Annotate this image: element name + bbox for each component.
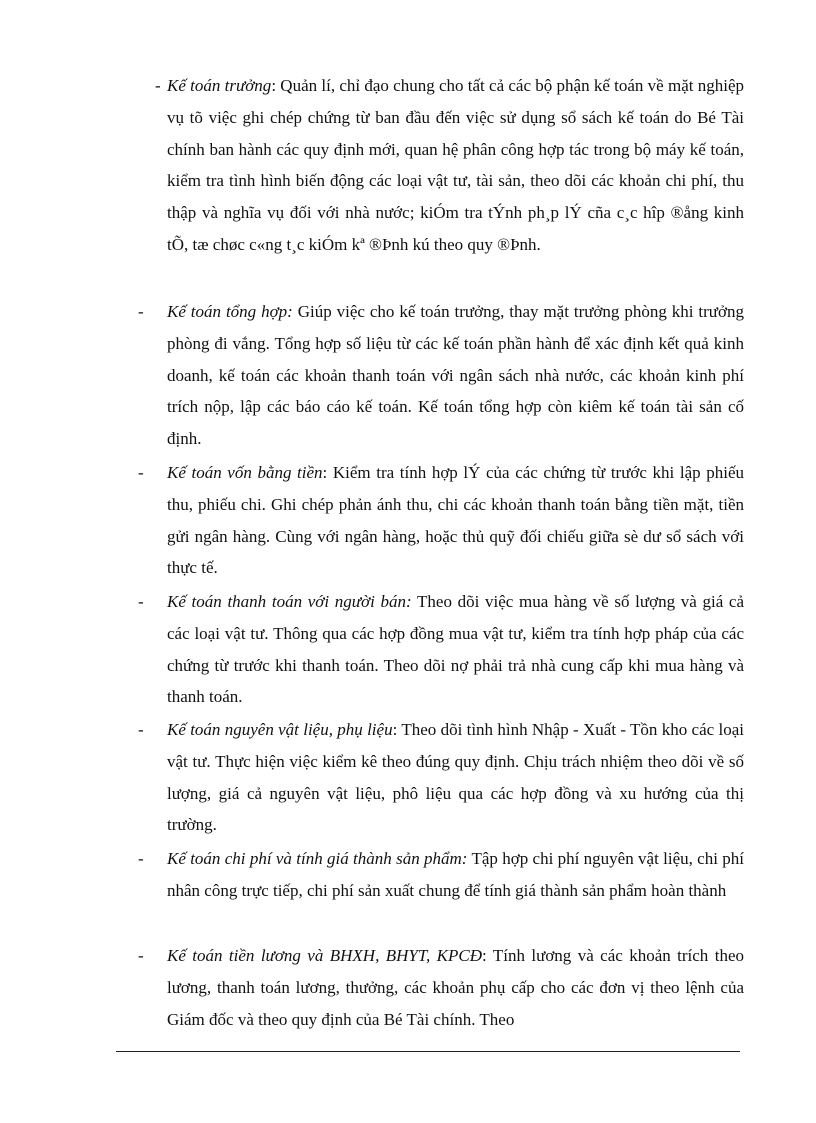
list-bullet: - xyxy=(138,849,144,868)
list-item-term: Kế toán tiền lương và BHXH, BHYT, KPCĐ xyxy=(167,946,483,965)
list-item-ke-toan-chi-phi xyxy=(138,843,744,907)
list-item-ke-toan-von-bang-tien xyxy=(138,457,744,584)
list-item-body: Theo dõi việc mua hàng về số lượng và giá cả các loại vật tư. Thông qua các hợp đồng mua vật tư, kiểm tra tính hợp pháp của các chứng từ trước khi thanh toán. Theo dõi nợ phải trả nhà cung cấp khi mua hàng và thanh toán. xyxy=(167,592,745,707)
list-item-term: Kế toán tổng hợp: xyxy=(167,302,293,321)
list-item-separator: : xyxy=(482,946,487,965)
list-item-term: Kế toán thanh toán với người bán: xyxy=(167,592,412,611)
list-item-term: Kế toán chi phí và tính giá thành sản phẩm: xyxy=(167,849,468,868)
list-item-ke-toan-thanh-toan xyxy=(138,586,744,713)
list-item-text xyxy=(167,714,744,841)
list-item-body: Tập hợp chi phí nguyên vật liệu, chi phí nhân công trực tiếp, chi phí sản xuất chung để tính giá thành sản phẩm hoàn thành xyxy=(167,849,744,900)
footer-divider xyxy=(116,1051,740,1052)
list-item-body: Kiểm tra tính hợp lÝ của các chứng từ trước khi lập phiếu thu, phiếu chi. Ghi chép phản ánh thu, chi các khoản thanh toán bằng tiền mặt, tiền gửi ngân hàng. Cùng với ngân hàng, hoặc thủ quỹ đối chiếu giữa sè dư sổ sách với thực tế. xyxy=(167,463,744,578)
list-item-text xyxy=(167,457,744,584)
list-item-body: Quản lí, chỉ đạo chung cho tất cả các bộ phận kế toán về mặt nghiệp vụ tõ việc ghi chép chứng từ ban đầu đến việc sử dụng sổ sách kế toán do Bé Tài chính ban hành các quy định mới, quan hệ phân công hợp tác trong bộ máy kế toán, kiểm tra tình hình biến động các loại vật tư, tài sản, theo dõi các khoản chi phí, thu thập và nghĩa vụ đối với nhà nước; kiÓm tra tÝnh ph¸p lÝ cña c¸c hîp ®ång kinh tÕ, tæ chøc c«ng t¸c kiÓm kª ®Þnh kú theo quy ®Þnh. xyxy=(167,76,744,254)
list-bullet: - xyxy=(138,946,144,965)
list-item-separator: : xyxy=(392,720,398,739)
list-item-term: Kế toán vốn bằng tiền xyxy=(167,463,323,482)
list-bullet: - xyxy=(138,463,144,482)
list-item-ke-toan-tong-hop xyxy=(138,296,744,455)
list-bullet: - xyxy=(155,76,161,95)
list-item-ke-toan-truong xyxy=(138,70,744,261)
list-item-body: Giúp việc cho kế toán trưởng, thay mặt trưởng phòng khi trưởng phòng đi vắng. Tổng hợp số liệu từ các kế toán phần hành để xác định kết quả kinh doanh, kế toán các khoản thanh toán với ngân sách nhà nước, các khoản kinh phí trích nộp, lập các báo cáo kế toán. Kế toán tổng hợp còn kiêm kế toán tài sản cố định. xyxy=(167,302,744,449)
list-item-term: Kế toán trưởng xyxy=(167,76,272,95)
list-item-body: Tính lương và các khoản trích theo lương, thanh toán lương, thưởng, các khoản phụ cấp cho các đơn vị theo lệnh của Giám đốc và theo quy định của Bé Tài chính. Theo xyxy=(167,946,744,1029)
list-item-ke-toan-nguyen-vat-lieu xyxy=(138,714,744,841)
list-item-separator: : xyxy=(271,76,277,95)
list-item-text xyxy=(167,843,744,907)
list-bullet: - xyxy=(138,720,144,739)
list-item-text xyxy=(167,586,744,713)
list-item-text xyxy=(167,940,744,1035)
list-bullet: - xyxy=(138,302,144,321)
list-item-text xyxy=(167,296,744,455)
list-item-body: Theo dõi tình hình Nhập - Xuất - Tồn kho các loại vật tư. Thực hiện việc kiểm kê theo đúng quy định. Chịu trách nhiệm theo dõi về số lượng, giá cả nguyên vật liệu, phô liệu qua các hợp đồng và xu hướng của thị trường. xyxy=(167,720,744,835)
list-item-separator: : xyxy=(322,463,328,482)
list-item-term: Kế toán nguyên vật liệu, phụ liệu xyxy=(167,720,393,739)
list-item-text xyxy=(167,70,744,261)
list-bullet: - xyxy=(138,592,144,611)
list-item-ke-toan-tien-luong xyxy=(138,940,744,1035)
